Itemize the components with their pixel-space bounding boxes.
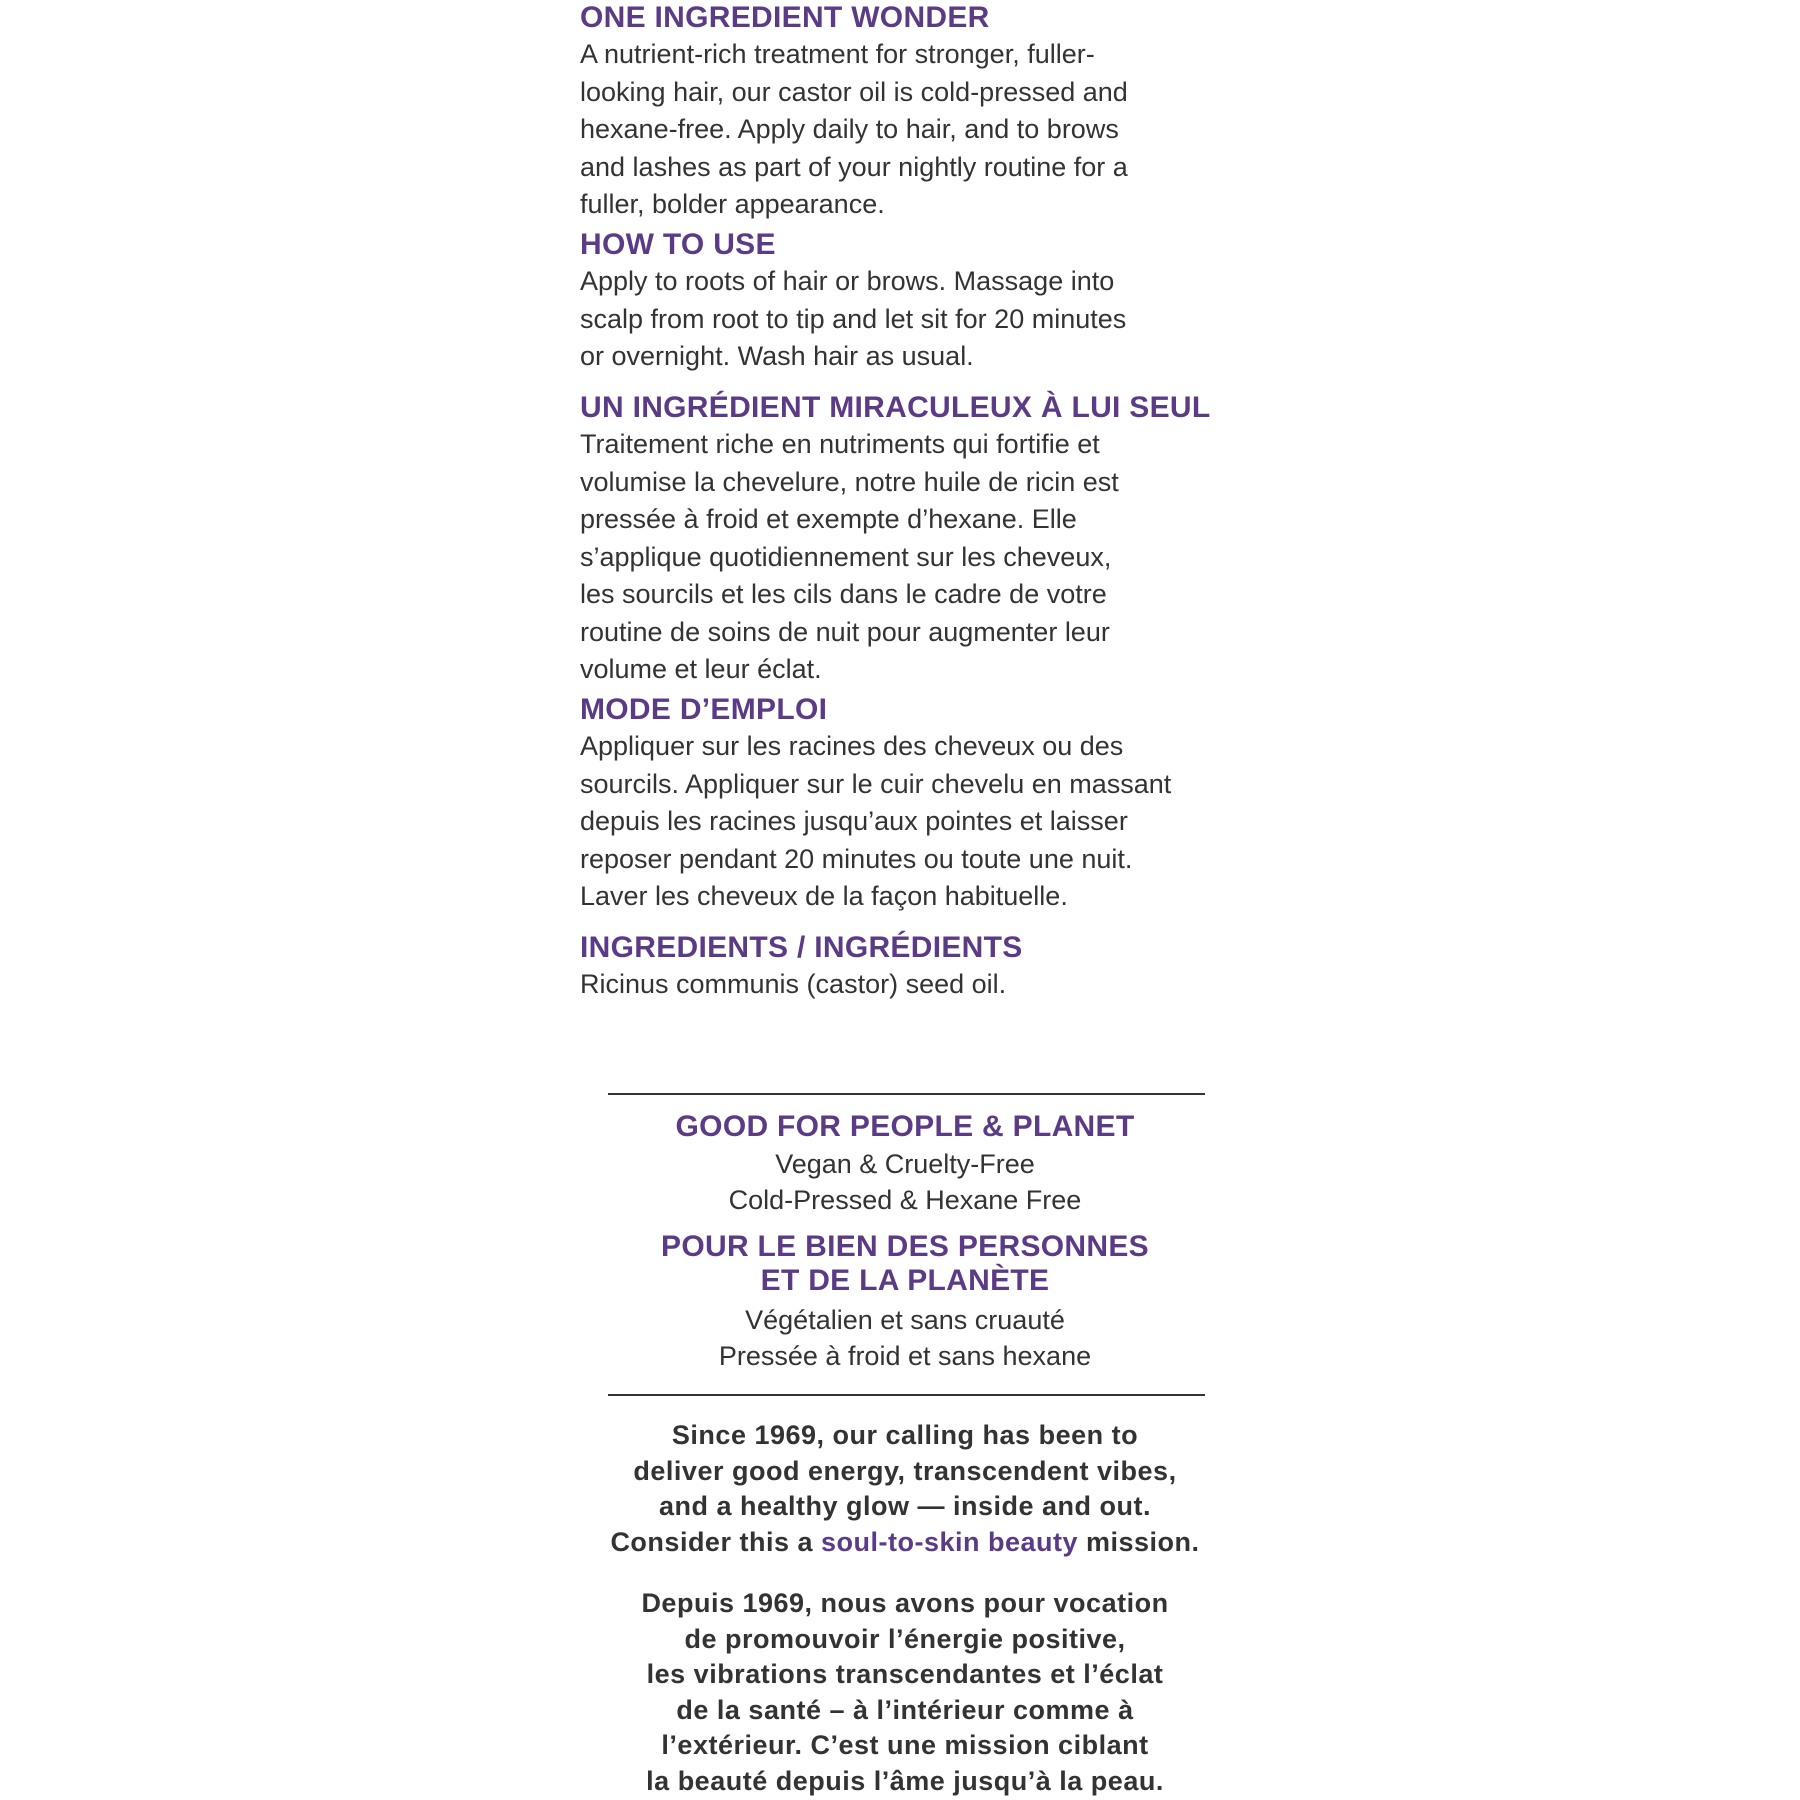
mission-line: Depuis 1969, nous avons pour vocation — [641, 1588, 1169, 1618]
english-howto-section — [580, 227, 1240, 376]
value-item: Pressée à froid et sans hexane — [718, 1341, 1092, 1371]
mission-line: l’extérieur. C’est une mission ciblant — [661, 1730, 1149, 1760]
mission-line: deliver good energy, transcendent vibes, — [633, 1455, 1177, 1486]
french-howto-section — [580, 692, 1240, 916]
text-line: pressée à froid et exempte d’hexane. Elle — [580, 504, 1077, 534]
english-intro-text — [580, 36, 1240, 224]
french-howto-text — [580, 728, 1240, 916]
text-line: and lashes as part of your nightly routine for a — [580, 151, 1128, 182]
mission-line: de la santé – à l’intérieur comme à — [676, 1694, 1134, 1725]
text-line: depuis les racines jusqu’aux pointes et laisser — [580, 806, 1128, 836]
divider-bottom — [608, 1394, 1205, 1396]
french-howto-heading: MODE D’EMPLOI — [580, 693, 828, 726]
mission-text-en — [540, 1418, 1270, 1560]
divider-top — [608, 1093, 1205, 1095]
french-intro-text — [580, 426, 1240, 689]
mission-prefix: Consider this a — [610, 1526, 821, 1557]
mission-line: de promouvoir l’énergie positive, — [684, 1623, 1126, 1654]
values-heading-fr — [540, 1230, 1270, 1298]
ingredients-text — [580, 966, 1240, 1004]
heading-line: ET DE LA PLANÈTE — [760, 1264, 1050, 1297]
heading-line: GOOD FOR PEOPLE & PLANET — [675, 1110, 1135, 1143]
english-howto-heading: HOW TO USE — [580, 228, 776, 261]
french-intro-heading: UN INGRÉDIENT MIRACULEUX À LUI SEUL — [580, 391, 1211, 424]
english-howto-text — [580, 263, 1240, 376]
values-heading-en — [540, 1110, 1270, 1144]
mission-suffix: mission. — [1078, 1526, 1200, 1557]
english-intro-section — [580, 0, 1240, 224]
text-line: routine de soins de nuit pour augmenter leur — [580, 616, 1110, 647]
text-line: les sourcils et les cils dans le cadre de votre — [580, 579, 1107, 609]
mission-accent-phrase: soul-to-skin beauty — [820, 1526, 1079, 1557]
text-line: sourcils. Appliquer sur le cuir chevelu en massant — [580, 768, 1172, 799]
values-section — [540, 1110, 1270, 1374]
text-line: reposer pendant 20 minutes ou toute une nuit. — [580, 843, 1133, 874]
value-item: Cold-Pressed & Hexane Free — [728, 1185, 1082, 1215]
values-list-en — [540, 1146, 1270, 1218]
text-line: scalp from root to tip and let sit for 20 minutes — [580, 303, 1127, 334]
text-line: A nutrient-rich treatment for stronger, fuller- — [580, 39, 1095, 69]
text-line: looking hair, our castor oil is cold-pressed and — [580, 76, 1128, 107]
mission-line: and a healthy glow — inside and out. — [658, 1491, 1152, 1521]
text-line: hexane-free. Apply daily to hair, and to brows — [580, 114, 1119, 144]
mission-line: les vibrations transcendantes et l’éclat — [646, 1659, 1164, 1689]
french-intro-section — [580, 390, 1240, 689]
text-line: s’applique quotidiennement sur les cheveux, — [580, 541, 1112, 572]
text-line: volumise la chevelure, notre huile de ricin est — [580, 466, 1119, 497]
mission-section — [540, 1418, 1270, 1799]
text-line: Apply to roots of hair or brows. Massage into — [580, 266, 1115, 296]
value-item: Végétalien et sans cruauté — [745, 1305, 1065, 1335]
heading-line: POUR LE BIEN DES PERSONNES — [661, 1230, 1149, 1263]
text-line: Laver les cheveux de la façon habituelle. — [580, 881, 1068, 911]
mission-line: la beauté depuis l’âme jusqu’à la peau. — [646, 1765, 1164, 1796]
value-item: Vegan & Cruelty-Free — [775, 1149, 1035, 1179]
text-line: Appliquer sur les racines des cheveux ou des — [580, 731, 1124, 761]
mission-line: Since 1969, our calling has been to — [671, 1420, 1139, 1450]
values-list-fr — [540, 1302, 1270, 1374]
ingredients-heading: INGREDIENTS / INGRÉDIENTS — [580, 931, 1023, 964]
text-line: or overnight. Wash hair as usual. — [580, 341, 974, 371]
ingredients-section — [580, 930, 1240, 1004]
text-line: fuller, bolder appearance. — [580, 189, 885, 219]
text-line: volume et leur éclat. — [580, 654, 822, 684]
mission-line-last — [540, 1525, 1270, 1561]
english-intro-heading: ONE INGREDIENT WONDER — [580, 1, 990, 34]
text-line: Traitement riche en nutriments qui fortifie et — [580, 429, 1100, 459]
mission-text-fr — [540, 1586, 1270, 1799]
text-line: Ricinus communis (castor) seed oil. — [580, 969, 1007, 999]
